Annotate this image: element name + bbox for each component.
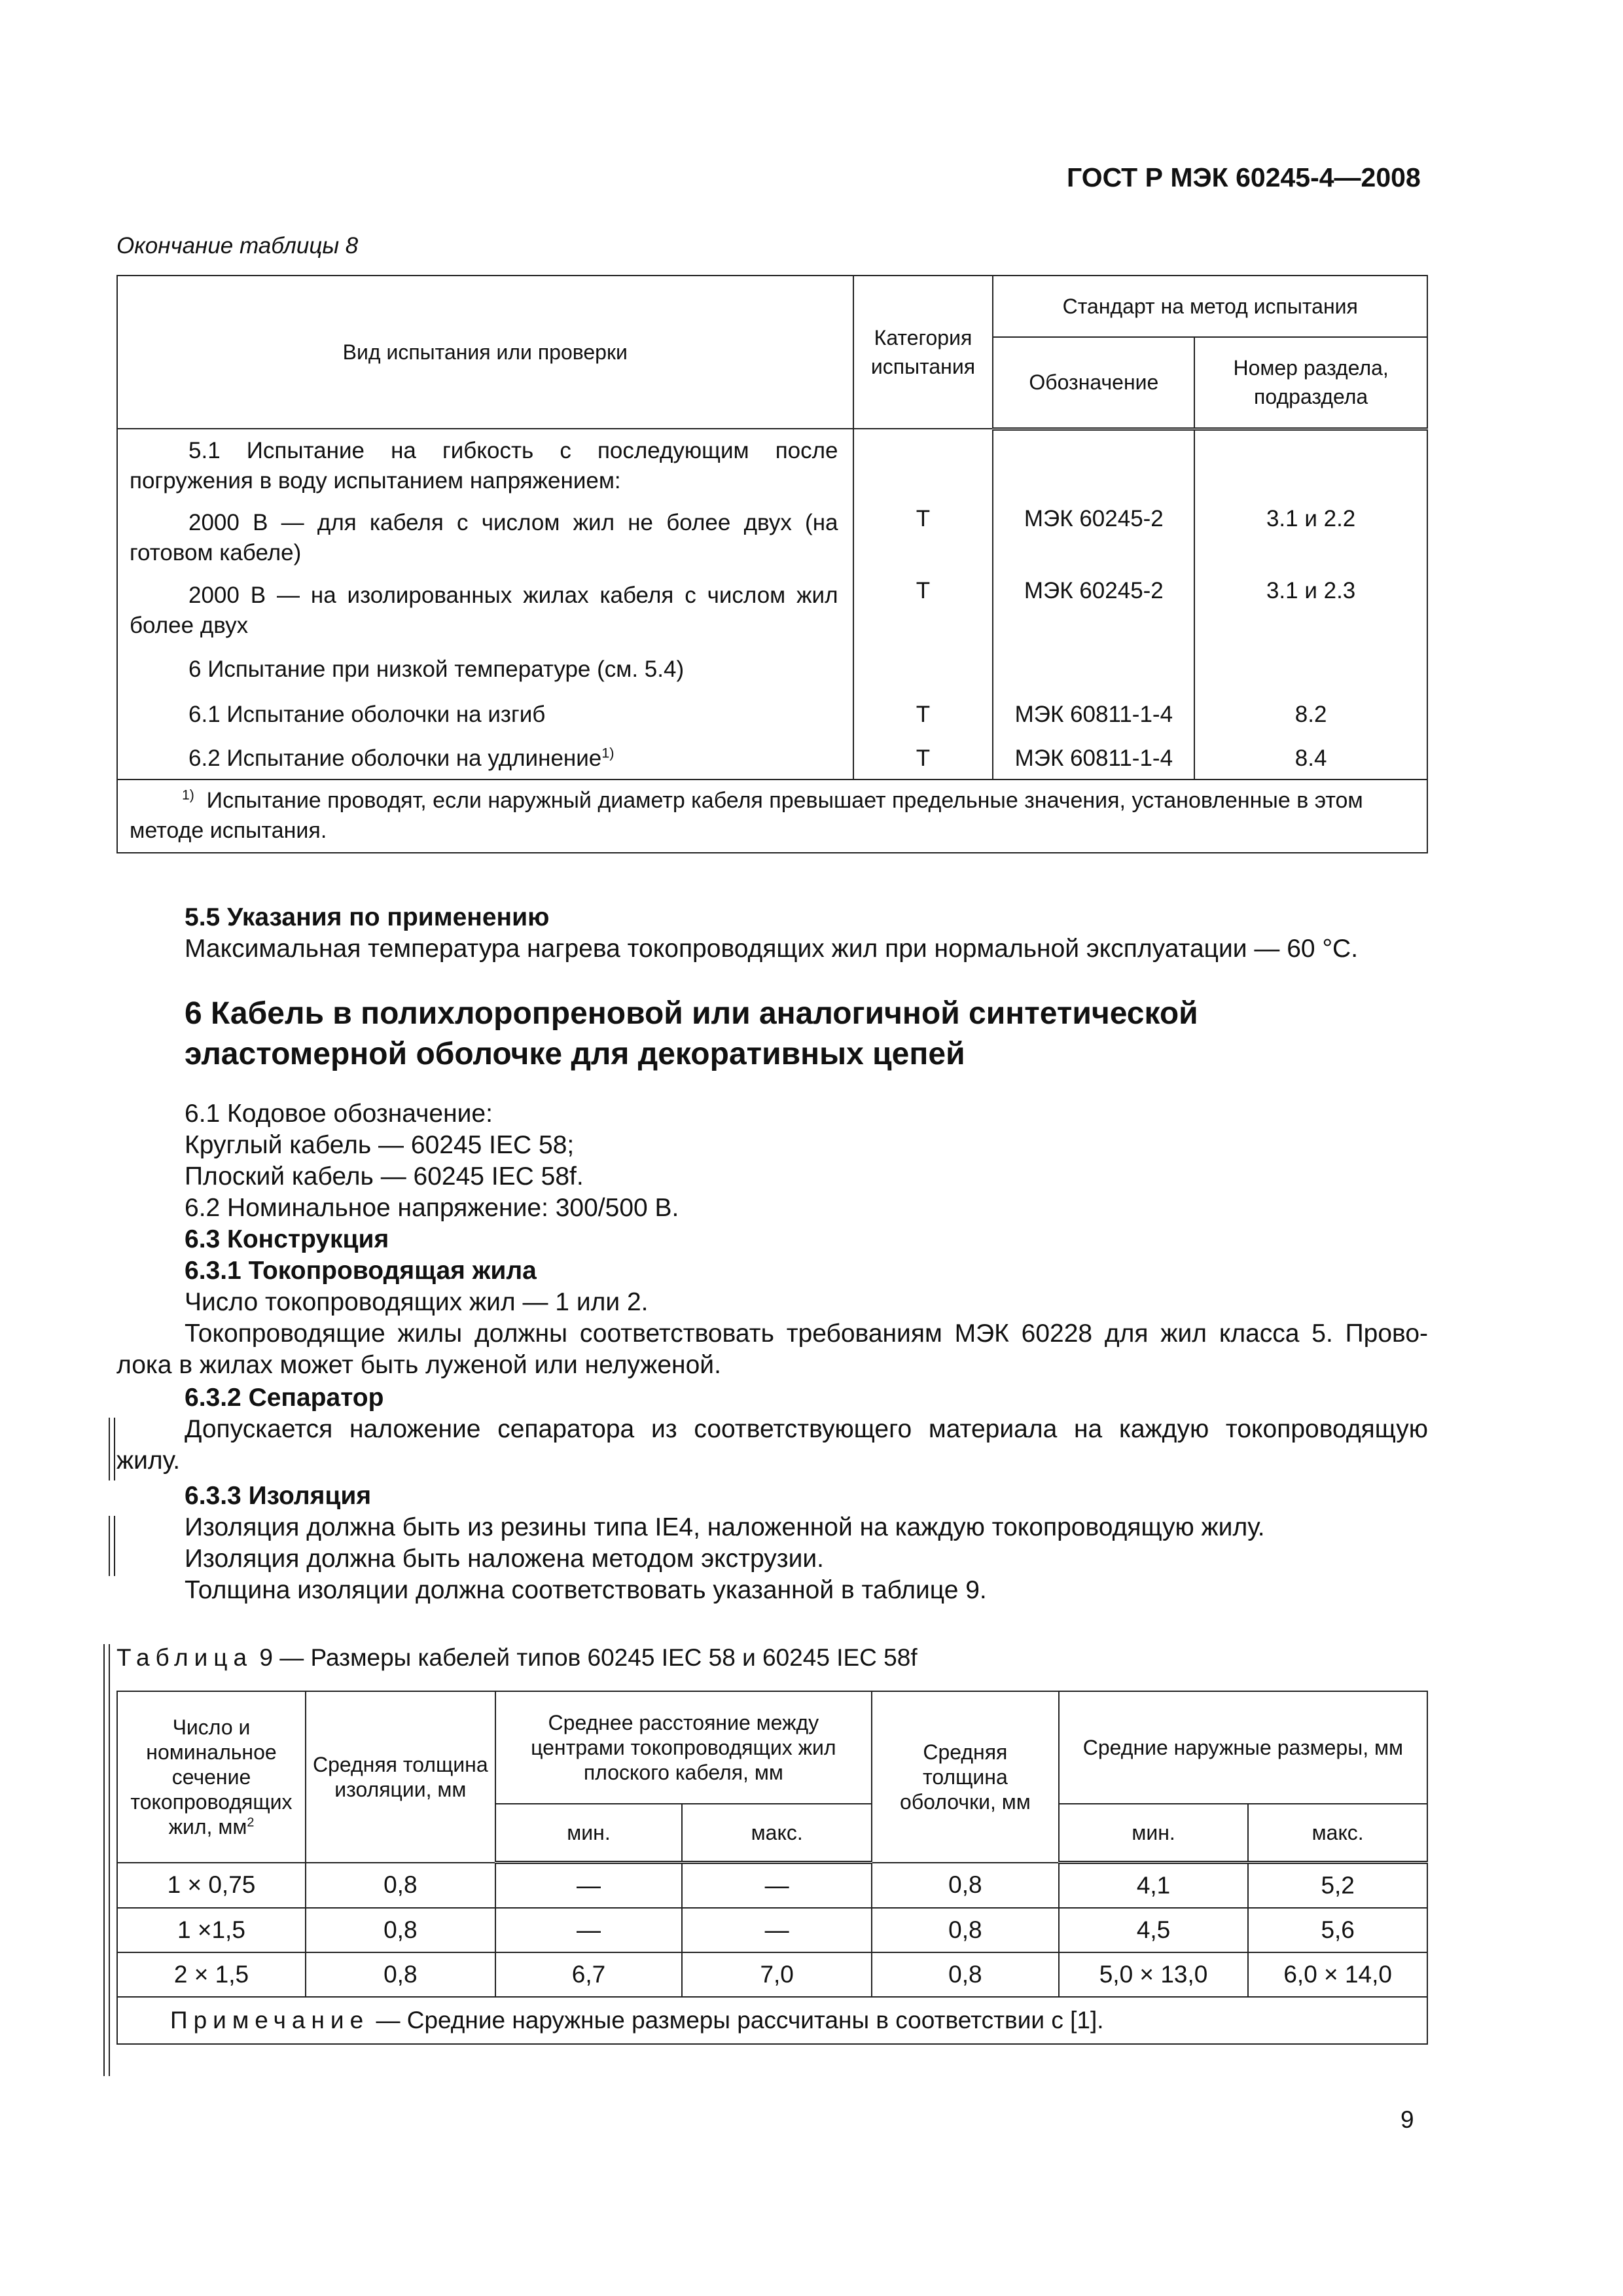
header-max: макс. xyxy=(1248,1804,1427,1863)
row-text xyxy=(130,744,838,774)
row-text: 2000 В — для кабеля с числом жил не более двух (на готовом кабеле) xyxy=(130,510,838,565)
header-category: Категория испытания xyxy=(853,276,993,429)
section-6-title-line1: 6 Кабель в полихлоропреновой или аналогичной синтетической xyxy=(185,996,1198,1031)
change-bar xyxy=(109,1644,110,2076)
heading-6-3-1: 6.3.1 Токопроводящая жила xyxy=(185,1257,537,1285)
header-sheath: Средняя толщина оболочки, мм xyxy=(872,1691,1059,1863)
cell: 4,1 xyxy=(1059,1863,1249,1909)
row-section xyxy=(1194,647,1427,692)
row-designation: МЭК 60245-2 xyxy=(993,502,1194,574)
note-text: — Средние наружные размеры рассчитаны в соответствии с [1]. xyxy=(369,2007,1104,2034)
cell: 5,6 xyxy=(1248,1908,1427,1952)
cell: 0,8 xyxy=(306,1952,495,1997)
change-bar xyxy=(109,1516,110,1576)
cell: 0,8 xyxy=(872,1863,1059,1909)
row-text: 6.1 Испытание оболочки на изгиб xyxy=(188,702,546,727)
row-designation xyxy=(993,429,1194,502)
row-text: 5.1 Испытание на гибкость с последующим после погружения в воду испытанием напряжением: xyxy=(130,437,838,493)
footnote-ref: 1) xyxy=(601,744,615,761)
row-section: 3.1 и 2.3 xyxy=(1194,574,1427,647)
footnote-text: Испытание проводят, если наружный диаметр кабеля превышает предельные значения, установленные в этом методе испытания. xyxy=(130,788,1363,843)
cell: 2 × 1,5 xyxy=(117,1952,306,1997)
table-8 xyxy=(116,275,1428,853)
heading-6-3: 6.3 Конструкция xyxy=(185,1225,389,1253)
cell: 6,0 × 14,0 xyxy=(1248,1952,1427,1997)
row-category: Т xyxy=(853,692,993,738)
cell: — xyxy=(682,1908,872,1952)
table-9 xyxy=(116,1691,1428,2045)
row-category xyxy=(853,429,993,502)
row-category: Т xyxy=(853,738,993,780)
row-designation: МЭК 60245-2 xyxy=(993,574,1194,647)
header-insulation: Средняя толщина изоляции, мм xyxy=(306,1691,495,1863)
cell: 0,8 xyxy=(872,1952,1059,1997)
header-cores-line: сечение xyxy=(171,1765,251,1789)
cell: 4,5 xyxy=(1059,1908,1249,1952)
table-9-caption xyxy=(116,1644,918,1672)
row-text-main: 6.2 Испытание оболочки на удлинение xyxy=(188,745,602,771)
paragraph: лока в жилах может быть луженой или нелуженой. xyxy=(116,1351,721,1379)
note-word: Примечание xyxy=(170,2007,370,2034)
paragraph: Плоский кабель — 60245 IEC 58f. xyxy=(185,1162,584,1191)
paragraph: Изоляция должна быть наложена методом экструзии. xyxy=(185,1545,825,1573)
cell: 1 × 0,75 xyxy=(117,1863,306,1909)
section-6-title-line2: эластомерной оболочке для декоративных цепей xyxy=(185,1037,965,1071)
section-5-5-title: 5.5 Указания по применению xyxy=(185,903,550,931)
header-test-type: Вид испытания или проверки xyxy=(117,276,853,429)
cell: 7,0 xyxy=(682,1952,872,1997)
row-section: 8.4 xyxy=(1194,738,1427,780)
row-text: 2000 В — на изолированных жилах кабеля с числом жил более двух xyxy=(130,583,838,638)
row-section: 3.1 и 2.2 xyxy=(1194,502,1427,574)
row-category: Т xyxy=(853,502,993,574)
paragraph: Изоляция должна быть из резины типа IE4, наложенной на каждую токопроводящую жилу. xyxy=(185,1513,1265,1541)
table-row xyxy=(117,647,853,692)
paragraph: 6.1 Кодовое обозначение: xyxy=(185,1100,493,1128)
row-section xyxy=(1194,429,1427,502)
paragraph: Толщина изоляции должна соответствовать указанной в таблице 9. xyxy=(185,1576,987,1604)
header-cores-line: Число и xyxy=(172,1715,251,1739)
page-number: 9 xyxy=(1400,2106,1414,2133)
header-distance: Среднее расстояние между центрами токопроводящих жил плоского кабеля, мм xyxy=(495,1691,872,1804)
row-designation: МЭК 60811-1-4 xyxy=(993,692,1194,738)
header-cores-line xyxy=(124,1814,298,1839)
header-cores-unit: жил, мм xyxy=(168,1814,247,1839)
cell: 0,8 xyxy=(872,1908,1059,1952)
header-section: Номер раздела, подраздела xyxy=(1194,337,1427,429)
header-min: мин. xyxy=(1059,1804,1249,1863)
table-row xyxy=(117,1863,1427,1909)
header-min: мин. xyxy=(495,1804,683,1863)
change-bar xyxy=(109,1418,110,1480)
row-designation xyxy=(993,647,1194,692)
paragraph: 6.2 Номинальное напряжение: 300/500 В. xyxy=(185,1194,679,1222)
table-row xyxy=(117,1908,1427,1952)
paragraph: Токопроводящие жилы должны соответствовать требованиям МЭК 60228 для жил класса 5. Прово- xyxy=(185,1319,1428,1348)
section-6-title xyxy=(185,994,1198,1075)
cell: 5,2 xyxy=(1248,1863,1427,1909)
header-designation: Обозначение xyxy=(993,337,1194,429)
table-row xyxy=(117,738,853,780)
table-row xyxy=(117,429,853,502)
row-text: 6 Испытание при низкой температуре (см. 5.4) xyxy=(188,656,685,682)
row-category xyxy=(853,647,993,692)
paragraph: жилу. xyxy=(116,1446,181,1475)
header-max: макс. xyxy=(682,1804,872,1863)
table-row xyxy=(117,1952,1427,1997)
table-row xyxy=(117,502,853,574)
cell: — xyxy=(682,1863,872,1909)
table-note xyxy=(117,1997,1427,2044)
header-cores-sup: 2 xyxy=(247,1815,255,1830)
change-bar xyxy=(114,1418,115,1480)
change-bar xyxy=(103,1644,105,2076)
heading-6-3-3: 6.3.3 Изоляция xyxy=(185,1482,372,1510)
standard-number: ГОСТ Р МЭК 60245-4—2008 xyxy=(1067,162,1421,192)
table-footnote xyxy=(117,780,1427,853)
row-section: 8.2 xyxy=(1194,692,1427,738)
header-cores-line: номинальное xyxy=(146,1740,277,1764)
cell: 0,8 xyxy=(306,1908,495,1952)
paragraph: Число токопроводящих жил — 1 или 2. xyxy=(185,1288,649,1316)
cell: 6,7 xyxy=(495,1952,683,1997)
row-category: Т xyxy=(853,574,993,647)
cell: 0,8 xyxy=(306,1863,495,1909)
heading-6-3-2: 6.3.2 Сепаратор xyxy=(185,1384,384,1412)
cell: — xyxy=(495,1863,683,1909)
table-row xyxy=(117,574,853,647)
caption-text: 9 — Размеры кабелей типов 60245 IEC 58 и 60245 IEC 58f xyxy=(259,1644,918,1671)
cell: 5,0 × 13,0 xyxy=(1059,1952,1249,1997)
paragraph: Круглый кабель — 60245 IEC 58; xyxy=(185,1131,575,1159)
footnote-mark: 1) xyxy=(182,787,194,803)
caption-word: Таблица xyxy=(116,1644,253,1671)
section-5-5-text: Максимальная температура нагрева токопроводящих жил при нормальной эксплуатации — 60 °С. xyxy=(185,935,1359,963)
header-standard-group: Стандарт на метод испытания xyxy=(993,276,1427,337)
table-row xyxy=(117,692,853,738)
header-outer: Средние наружные размеры, мм xyxy=(1059,1691,1427,1804)
row-designation: МЭК 60811-1-4 xyxy=(993,738,1194,780)
header-cores-line: токопроводящих xyxy=(130,1789,293,1814)
table-continuation-label: Окончание таблицы 8 xyxy=(116,233,359,259)
paragraph: Допускается наложение сепаратора из соответствующего материала на каждую токопроводящую xyxy=(185,1415,1428,1443)
cell: — xyxy=(495,1908,683,1952)
header-cores xyxy=(117,1691,306,1863)
cell: 1 ×1,5 xyxy=(117,1908,306,1952)
change-bar xyxy=(114,1516,115,1576)
